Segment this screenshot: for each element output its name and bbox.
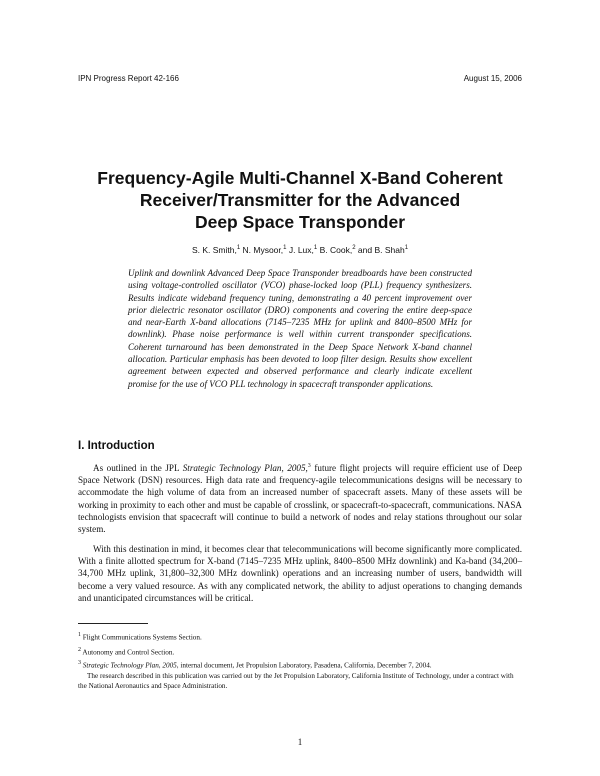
page-number: 1 — [297, 737, 303, 747]
author-name: S. K. Smith, — [191, 245, 237, 255]
footnote-3 — [78, 658, 522, 670]
author-name: B. Cook, — [317, 245, 353, 255]
footnote-mark: 2 — [78, 647, 81, 653]
footnote-mark: 3 — [78, 660, 81, 666]
paragraph-text: As outlined in the JPL — [93, 463, 183, 474]
abstract: Uplink and downlink Advanced Deep Space Transponder breadboards have been constructed using voltage-controlled oscillator (VCO) phase-locked loop (PLL) frequency synthesizers. Results indicate wideband frequency tuning, demonstrating a 40 percent improvement over prior dielectric resonator oscillator (DRO) components and covering the entire deep-space and near-Earth X-band allocations (7145–7235 MHz for uplink and 8400–8500 MHz for downlink). Phase noise performance is well within current transponder specifications. Coherent turnaround has been demonstrated in the Deep Space Network X-band channel allocation. Particular emphasis has been devoted to loop filter design. Results show excellent agreement between expected and observed performance and clearly indicate excellent promise for the use of VCO PLL technology in spacecraft transponder applications. — [128, 268, 472, 389]
footnote-cited-title: Strategic Technology Plan, 2005, — [81, 661, 179, 670]
title-line-1: Frequency-Agile Multi-Channel X-Band Coherent — [97, 168, 503, 188]
author-affiliation-mark: 1 — [404, 245, 409, 252]
title-line-3: Deep Space Transponder — [194, 212, 406, 232]
paragraph-text: future flight projects will require efficient use of Deep Space Network (DSN) resources. High data rate and frequency-agile telecommunications designs will be necessary to accommodate the high volume of data from an increased number of spacecraft assets. Many of these assets will be working in proximity to each other and must be capable of crosslink, or spacecraft-to-spacecraft, communications. NASA technologists envision that spacecraft will continue to build a network of nodes and relay stations throughout our solar system. — [78, 463, 523, 535]
footnote-reference: 3 — [307, 463, 311, 469]
footnote-1 — [78, 630, 522, 642]
author-name: and B. Shah — [355, 245, 405, 255]
footnote-mark: 1 — [78, 632, 81, 638]
footnote-text: Autonomy and Control Section. — [81, 648, 175, 657]
report-id: IPN Progress Report 42-166 — [78, 74, 179, 83]
paragraph-1 — [78, 460, 522, 535]
footnote-text: Flight Communications Systems Section. — [81, 633, 202, 642]
paper-title — [60, 167, 540, 233]
footnote-text: internal document, Jet Propulsion Laboratory, Pasadena, California, December 7, 2004. — [178, 661, 432, 670]
report-date: August 15, 2006 — [463, 74, 522, 83]
paragraph-2: With this destination in mind, it becomes clear that telecommunications will become significantly more complicated. With a finite allotted spectrum for X-band (7145–7235 MHz uplink, 8400–8500 MHz downlink) and Ka-band (34,200–34,700 MHz uplink, 31,800–32,300 MHz downlink) operations and an increasing number of users, bandwidth will become a very valued resource. As with any complicated network, the ability to adjust operations to changing demands and unanticipated circumstances will be critical. — [78, 544, 522, 603]
title-line-2: Receiver/Transmitter for the Advanced — [139, 190, 461, 210]
cited-document-title: Strategic Technology Plan, 2005, — [182, 463, 308, 474]
footnote-2 — [78, 645, 522, 657]
footnote-divider — [78, 623, 148, 624]
author-affiliation-mark: 1 — [313, 245, 318, 252]
author-affiliation-mark: 1 — [236, 245, 241, 252]
acknowledgment-note: The research described in this publication was carried out by the Jet Propulsion Laboratory, California Institute of Technology, under a contract with the National Aeronautics and Space Administration. — [78, 672, 514, 690]
author-name: N. Mysoor, — [240, 245, 284, 255]
author-affiliation-mark: 2 — [352, 245, 356, 252]
author-affiliation-mark: 1 — [283, 245, 287, 252]
section-heading-introduction: I. Introduction — [78, 440, 155, 452]
author-list — [60, 245, 540, 255]
author-name: J. Lux, — [286, 245, 314, 255]
